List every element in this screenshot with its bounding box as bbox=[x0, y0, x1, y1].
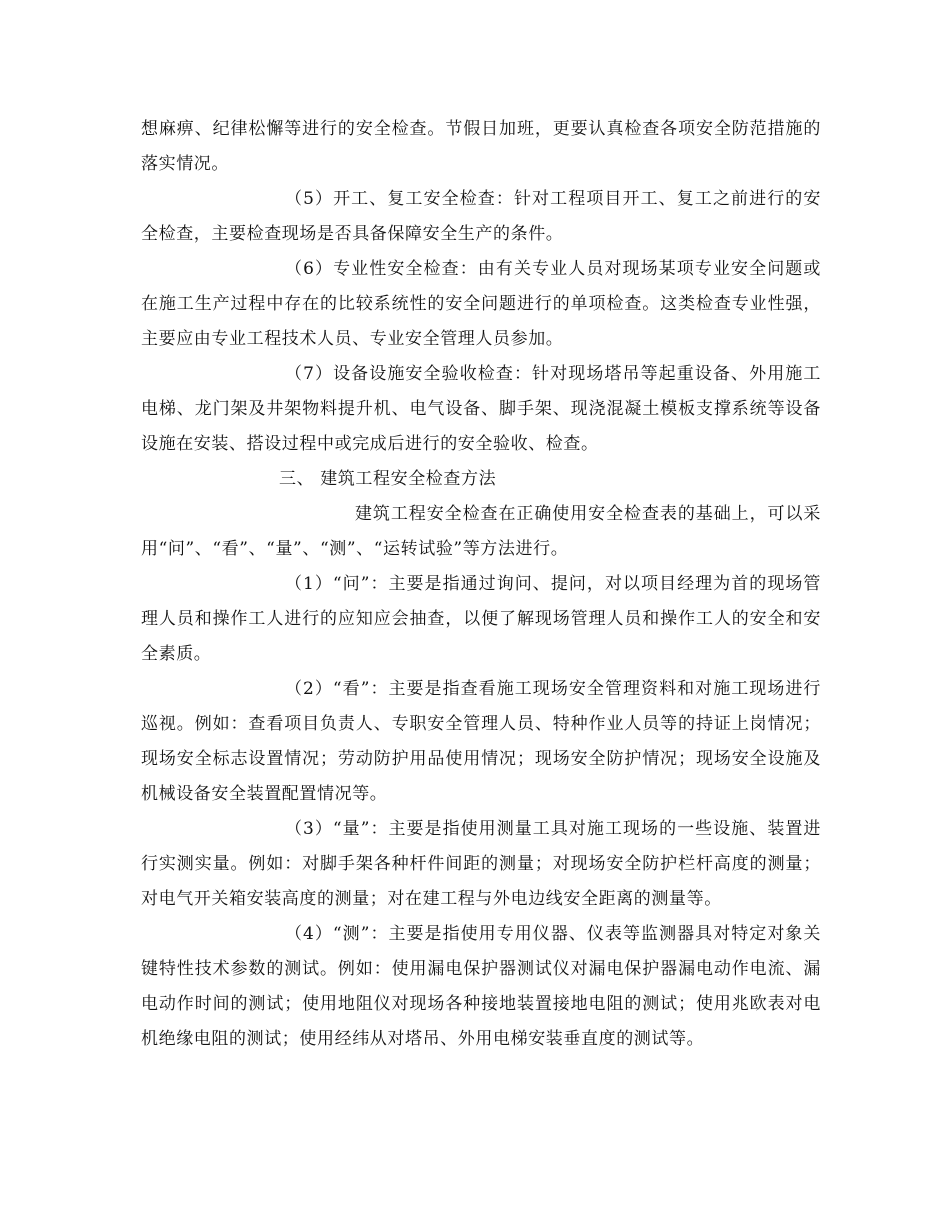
paragraph-method-look: （2）“看”：主要是指查看施工现场安全管理资料和对施工现场进行巡视。例如：查看项目负责人、专职安全管理人员、特种作业人员等的持证上岗情况；现场安全标志设置情况；劳动防护用品使用情况；现场安全防护情况；现场安全设施及机械设备安全装置配置情况等。 bbox=[141, 679, 821, 804]
paragraph-methods-intro: 建筑工程安全检查在正确使用安全检查表的基础上，可以采用“问”、“看”、“量”、“测”、“运转试验”等方法进行。 bbox=[141, 504, 821, 559]
paragraph-method-measure: （3）“量”：主要是指使用测量工具对施工现场的一些设施、装置进行实测实量。例如：对脚手架各种杆件间距的测量；对现场安全防护栏杆高度的测量；对电气开关箱安装高度的测量；对在建工程与外电边线安全距离的测量等。 bbox=[141, 819, 821, 909]
paragraph-professional-check: （6）专业性安全检查：由有关专业人员对现场某项专业安全问题或在施工生产过程中存在的比较系统性的安全问题进行的单项检查。这类检查专业性强，主要应由专业工程技术人员、专业安全管理人员参加。 bbox=[141, 259, 821, 349]
document-body bbox=[141, 112, 821, 1057]
section-heading-check-methods: 三、 建筑工程安全检查方法 bbox=[279, 469, 497, 489]
paragraph-method-test: （4）“测”：主要是指使用专用仪器、仪表等监测器具对特定对象关键特性技术参数的测试。例如：使用漏电保护器测试仪对漏电保护器漏电动作电流、漏电动作时间的测试；使用地阻仪对现场各种接地装置接地电阻的测试；使用兆欧表对电机绝缘电阻的测试；使用经纬从对塔吊、外用电梯安装垂直度的测试等。 bbox=[141, 924, 821, 1049]
paragraph-equipment-acceptance-check: （7）设备设施安全验收检查：针对现场塔吊等起重设备、外用施工电梯、龙门架及井架物料提升机、电气设备、脚手架、现浇混凝土模板支撑系统等设备设施在安装、搭设过程中或完成后进行的安全验收、检查。 bbox=[141, 364, 821, 454]
paragraph-safety-check-continued: 想麻痹、纪律松懈等进行的安全检查。节假日加班，更要认真检查各项安全防范措施的落实情况。 bbox=[141, 119, 821, 174]
paragraph-method-ask: （1）“问”：主要是指通过询问、提问，对以项目经理为首的现场管理人员和操作工人进行的应知应会抽查，以便了解现场管理人员和操作工人的安全和安全素质。 bbox=[141, 574, 821, 664]
paragraph-startup-check: （5）开工、复工安全检查：针对工程项目开工、复工之前进行的安全检查，主要检查现场是否具备保障安全生产的条件。 bbox=[141, 189, 821, 244]
